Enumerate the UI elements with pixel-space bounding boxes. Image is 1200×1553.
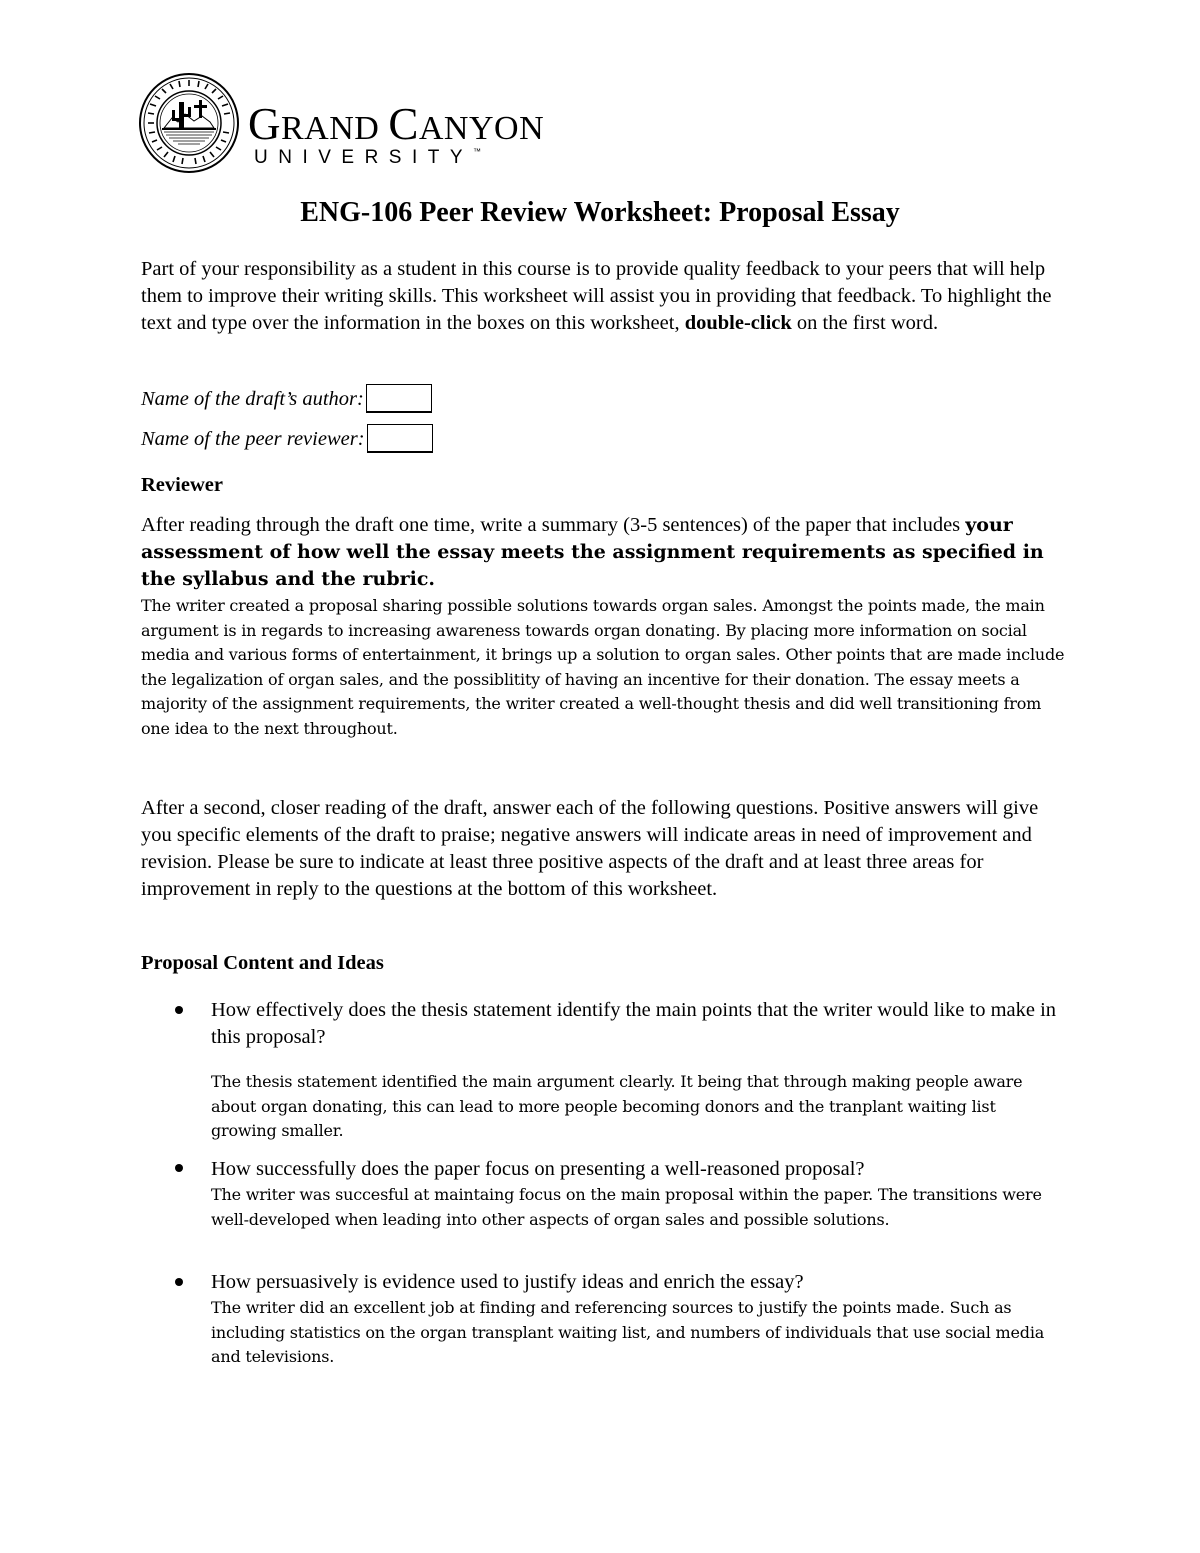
- reviewer-instruction-bold: your assessment of how well the essay meets the assignment requirements as specified in the syllabus and the rubric.: [141, 514, 1044, 590]
- university-subtitle: [254, 148, 481, 167]
- second-reading-paragraph: After a second, closer reading of the draft, answer each of the following questions. Positive answers will give you specific elements of the draft to praise; negative answers will indicate areas in need of improvement and revision. Please be sure to indicate at least three positive aspects of the draft and at least three areas for improvement in reply to the questions at the bottom of this worksheet.: [141, 797, 1039, 900]
- peer-field-label: Name of the peer reviewer:: [141, 428, 365, 450]
- question-1: How effectively does the thesis statement identify the main points that the writer would like to make in this proposal?: [211, 999, 1057, 1048]
- university-logo: [138, 72, 578, 172]
- author-field-row: [141, 384, 432, 413]
- bullet-icon: [175, 1278, 183, 1286]
- wordmark-sub-text: UNIVERSITY: [254, 147, 474, 168]
- wordmark-letter: G: [248, 99, 281, 149]
- peer-field-row: [141, 424, 433, 453]
- author-name-field[interactable]: [366, 384, 432, 413]
- university-seal-icon: [138, 72, 240, 174]
- bullet-icon: [175, 1006, 183, 1014]
- wordmark-letter: C: [388, 99, 419, 149]
- question-3: How persuasively is evidence used to justify ideas and enrich the essay?: [211, 1271, 804, 1293]
- author-field-label: Name of the draft’s author:: [141, 388, 364, 410]
- wordmark-text: RAND: [281, 110, 389, 147]
- bullet-icon: [175, 1164, 183, 1172]
- reviewer-heading: Reviewer: [141, 474, 223, 496]
- intro-bold-text: double-click: [684, 312, 792, 334]
- intro-text: Part of your responsibility as a student in this course is to provide quality feedback to your peers that will help them to improve their writing skills. This worksheet will assist you in providing that feedback. To highlight the text and type over the information in the boxes on this worksheet,: [141, 258, 1052, 334]
- reviewer-instruction-text: After reading through the draft one time, write a summary (3-5 sentences) of the paper that includes: [141, 514, 966, 536]
- question-2: How successfully does the paper focus on presenting a well-reasoned proposal?: [211, 1158, 865, 1180]
- trademark-symbol: ™: [473, 147, 482, 156]
- content-section-heading: Proposal Content and Ideas: [141, 952, 384, 974]
- answer-2[interactable]: The writer was succesful at maintaing focus on the main proposal within the paper. The transitions were well-developed when leading into other aspects of organ sales and possible solutions.: [211, 1185, 1042, 1229]
- peer-reviewer-name-field[interactable]: [367, 424, 433, 453]
- university-name: [248, 99, 545, 149]
- wordmark-text: ANYON: [418, 110, 545, 147]
- page-title: ENG-106 Peer Review Worksheet: Proposal Essay: [300, 197, 900, 228]
- intro-text-end: on the first word.: [791, 312, 939, 334]
- reviewer-instruction: [141, 512, 1071, 593]
- answer-1[interactable]: The thesis statement identified the main argument clearly. It being that through making people aware about organ donating, this can lead to more people becoming donors and the tranplant waiting list growing smaller.: [211, 1072, 1023, 1141]
- summary-answer[interactable]: The writer created a proposal sharing possible solutions towards organ sales. Amongst the points made, the main argument is in regards to increasing awareness towards organ donating. By placing more information on social media and various forms of entertainment, it brings up a solution to organ sales. Other points that are made include the legalization of organ sales, and the possiblitity of having an incentive for their donation. The essay meets a majority of the assignment requirements, the writer created a well-thought thesis and did well transitioning from one idea to the next throughout.: [141, 596, 1065, 738]
- answer-3[interactable]: The writer did an excellent job at finding and referencing sources to justify the points made. Such as including statistics on the organ transplant waiting list, and numbers of individuals that use social media and televisions.: [211, 1298, 1045, 1367]
- intro-paragraph: [141, 256, 1071, 337]
